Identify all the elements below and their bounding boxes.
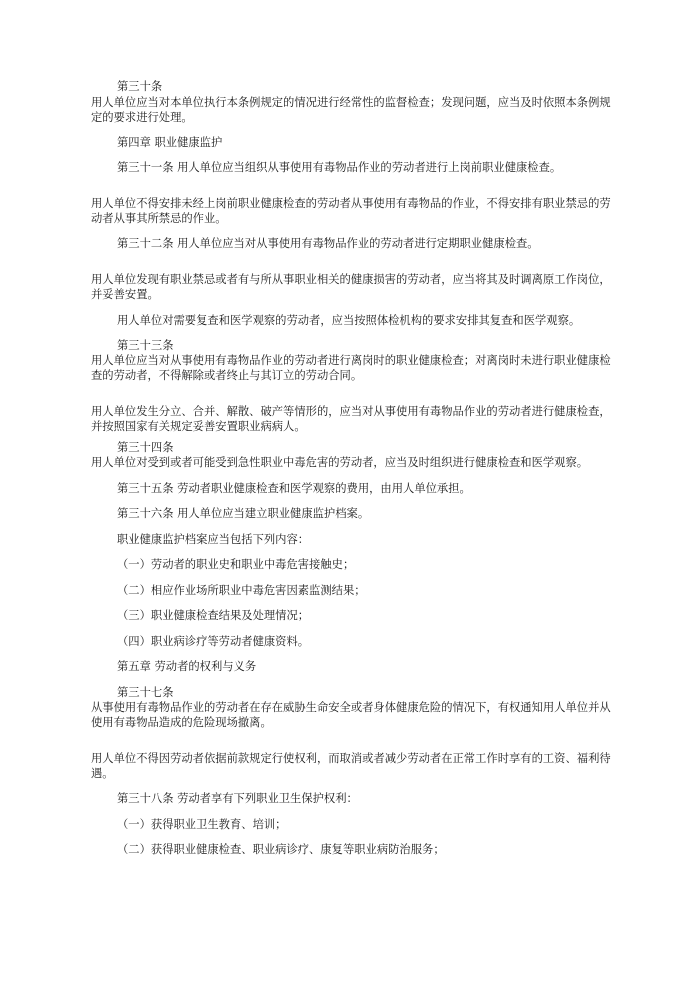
paragraph-line: 从事使用有毒物品作业的劳动者在存在威胁生命安全或者身体健康危险的情况下，有权通知用人单位并从 [91,701,611,714]
paragraph-line: 用人单位发现有职业禁忌或者有与所从事职业相关的健康损害的劳动者，应当将其及时调离原工作岗位， [91,273,611,286]
paragraph-line: 查的劳动者，不得解除或者终止与其订立的劳动合同。 [91,369,363,382]
list-item: （一）劳动者的职业史和职业中毒危害接触史； [117,558,355,571]
paragraph-line: 用人单位不得因劳动者依据前款规定行使权利，而取消或者减少劳动者在正常工作时享有的工资、福利待 [91,752,611,765]
list-item: （二）获得职业健康检查、职业病诊疗、康复等职业病防治服务； [117,843,445,856]
paragraph-line: 动者从事其所禁忌的作业。 [91,212,227,225]
paragraph-line: 用人单位对需要复查和医学观察的劳动者，应当按照体检机构的要求安排其复查和医学观察。 [117,314,581,327]
chapter-4-heading: 第四章 职业健康监护 [117,136,223,149]
paragraph-line: 用人单位发生分立、合并、解散、破产等情形的，应当对从事使用有毒物品作业的劳动者进行健康检查， [91,405,611,418]
paragraph-line: 遇。 [91,767,114,780]
article-35: 第三十五条 劳动者职业健康检查和医学观察的费用，由用人单位承担。 [117,482,471,495]
paragraph-line: 用人单位对受到或者可能受到急性职业中毒危害的劳动者，应当及时组织进行健康检查和医学观察。 [91,456,589,469]
paragraph-line: 定的要求进行处理。 [91,111,193,124]
article-31: 第三十一条 用人单位应当组织从事使用有毒物品作业的劳动者进行上岗前职业健康检查。 [117,161,562,174]
article-32: 第三十二条 用人单位应当对从事使用有毒物品作业的劳动者进行定期职业健康检查。 [117,237,539,250]
list-item: （三）职业健康检查结果及处理情况； [117,609,310,622]
article-38: 第三十八条 劳动者享有下列职业卫生保护权利： [117,792,358,805]
paragraph-line: 用人单位应当对本单位执行本条例规定的情况进行经常性的监督检查；发现问题，应当及时依照本条例规 [91,96,611,109]
paragraph-line: 用人单位应当对从事使用有毒物品作业的劳动者进行离岗时的职业健康检查；对离岗时未进行职业健康检 [91,354,611,367]
article-36: 第三十六条 用人单位应当建立职业健康监护档案。 [117,507,370,520]
article-34-heading: 第三十四条 [117,441,174,454]
list-item: （二）相应作业场所职业中毒危害因素监测结果； [117,584,366,597]
paragraph-line: 并按照国家有关规定妥善安置职业病病人。 [91,420,306,433]
article-33-heading: 第三十三条 [117,339,174,352]
paragraph-line: 用人单位不得安排未经上岗前职业健康检查的劳动者从事使用有毒物品的作业，不得安排有职业禁忌的劳 [91,197,611,210]
paragraph-line: 使用有毒物品造成的危险现场撤离。 [91,716,272,729]
paragraph-line: 并妥善安置。 [91,288,159,301]
list-item: （一）获得职业卫生教育、培训； [117,818,287,831]
list-item: （四）职业病诊疗等劳动者健康资料。 [117,635,310,648]
article-37-heading: 第三十七条 [117,686,174,699]
article-30-heading: 第三十条 [117,80,163,93]
paragraph-line: 职业健康监护档案应当包括下列内容： [117,533,310,546]
chapter-5-heading: 第五章 劳动者的权利与义务 [117,660,257,673]
